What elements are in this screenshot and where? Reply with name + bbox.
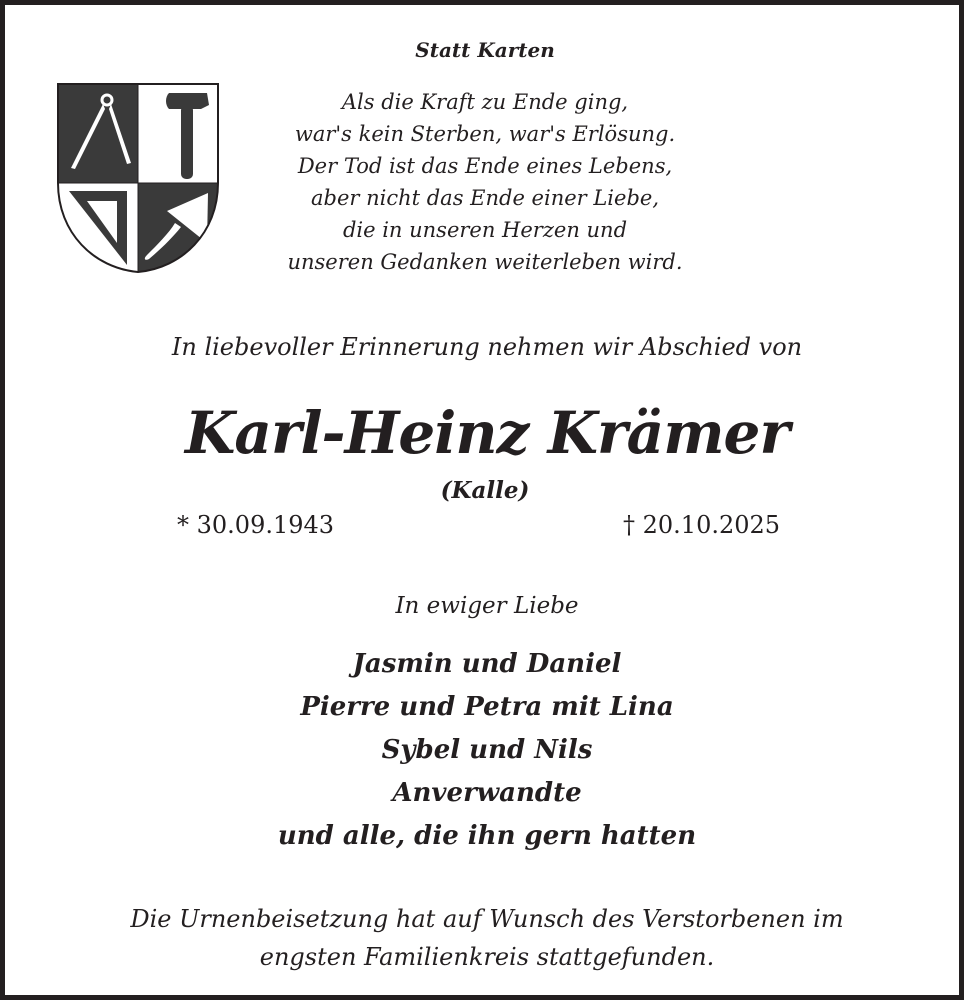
- poem-line: die in unseren Herzen und: [342, 218, 628, 242]
- burial-note: [45, 900, 929, 976]
- coat-of-arms-icon: [57, 83, 219, 273]
- mourner-name: Sybel und Nils: [381, 735, 593, 765]
- note-line: engsten Familienkreis stattgefunden.: [259, 943, 715, 971]
- birth-date: * 30.09.1943: [177, 511, 335, 539]
- mourner-name: Pierre und Petra mit Lina: [300, 692, 674, 722]
- statt-karten-label: Statt Karten: [415, 38, 555, 62]
- poem-line: Als die Kraft zu Ende ging,: [341, 90, 629, 114]
- death-date: † 20.10.2025: [623, 511, 781, 539]
- mourner-name: Jasmin und Daniel: [352, 649, 622, 679]
- poem-line: Der Tod ist das Ende eines Lebens,: [297, 154, 673, 178]
- mourner-name: und alle, die ihn gern hatten: [277, 821, 697, 851]
- mourner-name: Anverwandte: [392, 778, 582, 808]
- poem-line: aber nicht das Ende einer Liebe,: [310, 186, 659, 210]
- poem-line: war's kein Sterben, war's Erlösung.: [294, 122, 676, 146]
- mourners-list: [185, 643, 789, 858]
- intro-text: In liebevoller Erinnerung nehmen wir Abschied von: [171, 333, 803, 361]
- poem-line: unseren Gedanken weiterleben wird.: [287, 250, 683, 274]
- mourners-heading: In ewiger Liebe: [395, 593, 579, 619]
- note-line: Die Urnenbeisetzung hat auf Wunsch des Verstorbenen im: [130, 905, 844, 933]
- deceased-name: Karl-Heinz Krämer: [184, 399, 790, 467]
- deceased-nickname: (Kalle): [440, 477, 530, 504]
- poem: [245, 86, 725, 278]
